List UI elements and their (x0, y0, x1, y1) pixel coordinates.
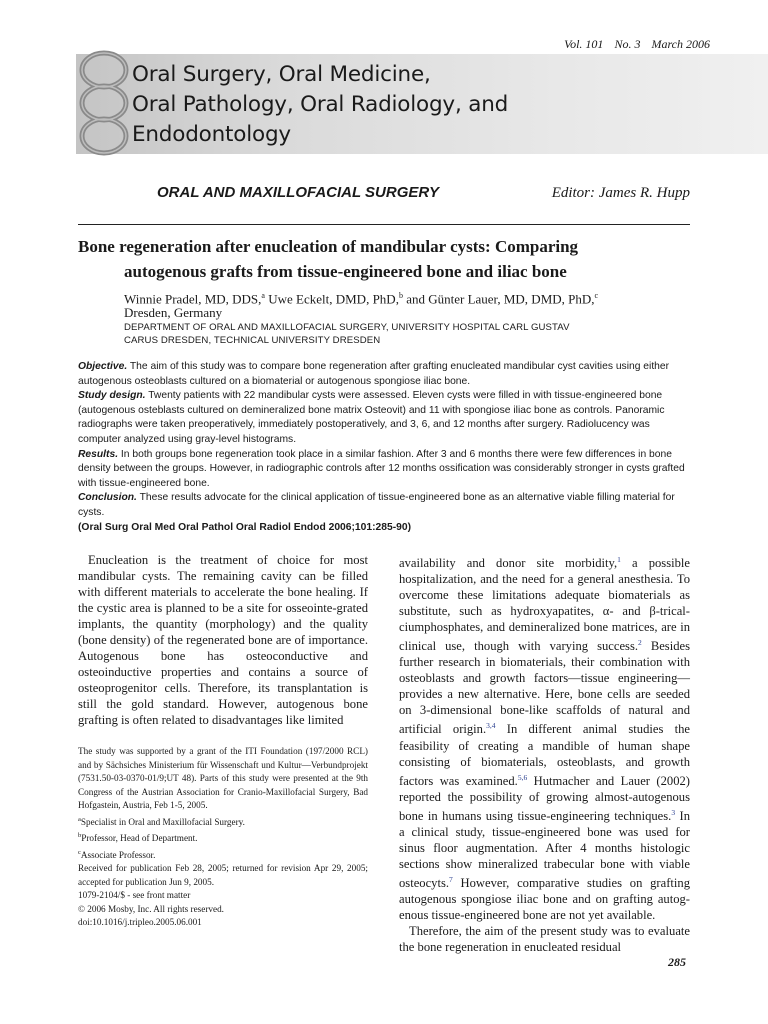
reference-link[interactable]: 1 (617, 555, 621, 564)
doi: doi:10.1016/j.tripleo.2005.06.001 (78, 917, 202, 928)
body-paragraph: Enucleation is the treatment of choice for most mandibular cysts. The remaining cavity can be filled with different materials to accelerate the bone healing. If the cystic area is planned to be a site for osseointe-grated implants, the quantity (morphology) and the quality (bone density) of the regenerated bone are of importance. Autogenous bone has osteoconductive and osteoinductive properties and contains a source of osteoprogenitor cells. Therefore, its transplantation is still the gold standard. However, autogenous bone grafting is often related to disadvantages like limited (78, 553, 368, 727)
issue-info (556, 37, 710, 52)
page-number: 285 (668, 955, 686, 969)
body-paragraph: Therefore, the aim of the present study was to evaluate the bone regeneration in enucleated residual (399, 924, 690, 955)
reference-link[interactable]: 3 (671, 807, 676, 817)
issue-date: March 2006 (651, 37, 710, 51)
citation: (Oral Surg Oral Med Oral Pathol Oral Radiol Endod 2006;101:285-90) (78, 521, 412, 533)
reference-link[interactable]: 7 (449, 874, 453, 884)
footnotes (78, 745, 368, 930)
volume: Vol. 101 (564, 37, 604, 51)
received-dates: Received for publication Feb 28, 2005; returned for revision Apr 29, 2005; accepted for publication Jun 9, 2005. (78, 863, 368, 887)
journal-title: Oral Surgery, Oral Medicine, Oral Pathology, Oral Radiology, and Endodontology (132, 62, 509, 147)
article-title: Bone regeneration after enucleation of mandibular cysts: Comparing autogenous grafts from tissue-engineered bone and iliac bone (78, 237, 579, 281)
issn: 1079-2104/$ - see front matter (78, 890, 191, 901)
copyright: © 2006 Mosby, Inc. All rights reserved. (78, 903, 224, 914)
reference-link[interactable]: 2 (638, 638, 642, 648)
abstract (78, 360, 693, 535)
author-location: Dresden, Germany (124, 305, 223, 320)
reference-link[interactable]: 3,4 (486, 721, 496, 731)
funding-note: The study was supported by a grant of the ITI Foundation (197/2000 RCL) and by Sächsiches Ministerium für Wissenschaft und Kultur—Verbundprojekt (7531.50-03-0370-01/9;UT 48). Parts of this study were presented at the 9th Congress of the Austrian Association for Cranio-Maxillofacial Surgery, Bad Hofgastein, Austria, Feb 1-5, 2005. (78, 746, 368, 810)
header-rule (78, 224, 690, 225)
abstract-objective: Objective. The aim of this study was to compare bone regeneration after grafting enucleated mandibular cyst cavities using either autogenous osteoblasts cultured on a biomaterial or autogenous spongiose iliac bone. (78, 361, 670, 387)
body-column-left (78, 552, 368, 728)
journal-logo-rings-icon (74, 48, 134, 158)
section-heading: ORAL AND MAXILLOFACIAL SURGERY (157, 184, 439, 201)
author-list: Winnie Pradel, MD, DDS,$^a$ Uwe Eckelt, DMD, PhD,$^b$ and Günter Lauer, MD, DMD, PhD,$^c$ (124, 291, 599, 307)
abstract-results: Results. In both groups bone regeneration took place in a similar fashion. After 3 and 6 months there were few differences in bone density between the groups. However, in radiographic controls after 12 months ossification was considerably stronger in cysts grafted with tissue-engineered bone. (78, 448, 685, 489)
body-column-right (399, 552, 690, 955)
reference-link[interactable]: 5,6 (517, 772, 528, 782)
footnote-c: $^c$Associate Professor. (78, 848, 156, 860)
footnote-b: $^b$Professor, Head of Department. (78, 832, 198, 844)
body-paragraph: availability and donor site morbidity,$^1$ a possible hospitalization, and the need for a general anesthesia. To overcome these limitations adequate biomaterials as substitute, such as hydroxyapatites, α- and β-trical-ciumphosphates, and demineralized bone matrices, are in clinical use, though with varying success.$^2$ Besides further research in biomaterials, their combination with osteoblasts and growth factors—tissue engineering—provides a new alternative. Here, bone cells are seeded on 3-dimensional bone-like scaffolds of natural and artificial origin.$^{3,4}$ In different animal studies the feasibility of creating a mandible of human shape consisting of biomaterials, osteoblasts, and growth factors was examined.$^{5,6}$ Hutmacher and Lauer (2002) reported the possibility of growing almost-autogenous bone in humans using tissue-engineering techniques.$^3$ In a clinical study, tissue-engineered bone was used for sinus floor augmentation. After 4 months histologic sections show mineralized trabecular bone with viable osteocyts.$^7$ However, comparative studies on grafting autogenous spongiose iliac bone and on grafting autog-enous tissue-engineered bone are not yet available. (399, 555, 691, 923)
abstract-conclusion: Conclusion. These results advocate for the clinical application of tissue-engineered bone as an alternative viable filling material for cysts. (78, 492, 675, 518)
issue-number: No. 3 (614, 37, 641, 51)
abstract-study-design: Study design. Twenty patients with 22 mandibular cysts were assessed. Eleven cysts were filled in with tissue-engineered bone (autogenous osteblasts cultured on demineralized bone matrix Osteovit) and 11 with spongiose iliac bone as controls. Panoramic radiographs were taken preoperatively, immediately postoperatively, and 3, 6, and 12 months after surgery. Radiolucency was computer analyzed using gray-level histograms. (78, 390, 665, 445)
author-affiliation: DEPARTMENT OF ORAL AND MAXILLOFACIAL SURGERY, UNIVERSITY HOSPITAL CARL GUSTAV CARUS DRESDEN, TECHNICAL UNIVERSITY DRESDEN (124, 322, 570, 346)
footnote-a: $^a$Specialist in Oral and Maxillofacial Surgery. (78, 815, 245, 827)
section-editor: Editor: James R. Hupp (551, 185, 690, 201)
